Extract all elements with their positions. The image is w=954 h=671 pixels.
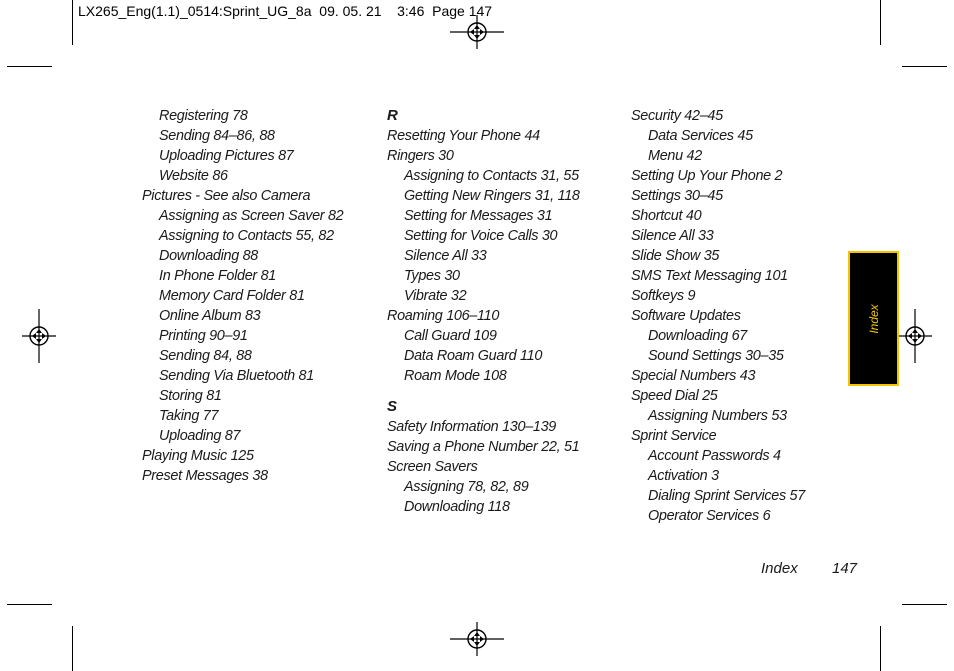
index-subentry: Downloading 67	[648, 328, 748, 344]
index-column-1	[142, 106, 343, 486]
section-tab	[848, 251, 899, 386]
index-subentry: Setting for Messages 31	[404, 208, 553, 224]
index-entry: Speed Dial 25	[631, 388, 718, 404]
index-subentry: Sending 84–86, 88	[159, 128, 275, 144]
index-subentry: Taking 77	[159, 408, 219, 424]
index-subentry: Dialing Sprint Services 57	[648, 488, 805, 504]
crop-mark	[902, 66, 947, 67]
index-subentry: Sound Settings 30–35	[648, 348, 784, 364]
index-subentry: Assigning to Contacts 55, 82	[159, 228, 334, 244]
index-entry: Preset Messages 38	[142, 468, 268, 484]
index-subentry: Activation 3	[648, 468, 719, 484]
index-subentry: Data Services 45	[648, 128, 753, 144]
index-entry: Saving a Phone Number 22, 51	[387, 439, 580, 455]
index-entry: Silence All 33	[631, 228, 714, 244]
index-subentry: Assigning 78, 82, 89	[404, 479, 529, 495]
registration-mark-icon	[450, 622, 504, 656]
registration-mark-icon	[22, 309, 56, 363]
crop-mark	[72, 626, 73, 671]
index-subentry: Memory Card Folder 81	[159, 288, 305, 304]
index-subentry: Online Album 83	[159, 308, 261, 324]
index-entry: Settings 30–45	[631, 188, 723, 204]
index-subentry: Sending Via Bluetooth 81	[159, 368, 314, 384]
index-subentry: Types 30	[404, 268, 460, 284]
index-subentry: Sending 84, 88	[159, 348, 252, 364]
index-subentry: Downloading 88	[159, 248, 259, 264]
index-letter-heading: R	[387, 107, 398, 124]
index-subentry: Account Passwords 4	[648, 448, 781, 464]
page-number: 147	[832, 560, 858, 577]
index-subentry: Assigning to Contacts 31, 55	[404, 168, 579, 184]
index-entry: Slide Show 35	[631, 248, 720, 264]
index-subentry: Getting New Ringers 31, 118	[404, 188, 580, 204]
index-entry: Safety Information 130–139	[387, 419, 557, 435]
index-entry: Security 42–45	[631, 108, 723, 124]
index-entry: Software Updates	[631, 308, 741, 324]
index-entry: Screen Savers	[387, 459, 478, 475]
index-subentry: Silence All 33	[404, 248, 487, 264]
footer-section-label: Index	[761, 560, 798, 577]
index-subentry: Data Roam Guard 110	[404, 348, 543, 364]
index-letter-heading: S	[387, 398, 397, 415]
index-entry: Roaming 106–110	[387, 308, 500, 324]
index-subentry: Roam Mode 108	[404, 368, 507, 384]
crop-mark	[880, 626, 881, 671]
registration-mark-icon	[450, 15, 504, 49]
index-entry: Pictures - See also Camera	[142, 188, 311, 204]
index-subentry: Registering 78	[159, 108, 248, 124]
index-column-3	[631, 106, 805, 526]
index-entry: Shortcut 40	[631, 208, 702, 224]
index-subentry: Menu 42	[648, 148, 702, 164]
index-subentry: Call Guard 109	[404, 328, 497, 344]
index-subentry: Printing 90–91	[159, 328, 248, 344]
index-entry: Setting Up Your Phone 2	[631, 168, 783, 184]
index-subentry: Setting for Voice Calls 30	[404, 228, 558, 244]
index-entry: Softkeys 9	[631, 288, 696, 304]
section-tab-label: Index	[866, 303, 881, 334]
index-subentry: Storing 81	[159, 388, 222, 404]
registration-mark-icon	[898, 309, 932, 363]
index-subentry: Uploading 87	[159, 428, 241, 444]
index-entry: Special Numbers 43	[631, 368, 756, 384]
crop-mark	[880, 0, 881, 45]
print-slug: LX265_Eng(1.1)_0514:Sprint_UG_8a 09. 05. 21 3:46 Page 147	[78, 3, 493, 19]
index-entry: Ringers 30	[387, 148, 454, 164]
index-entry: Sprint Service	[631, 428, 717, 444]
crop-mark	[902, 604, 947, 605]
index-subentry: Downloading 118	[404, 499, 510, 515]
index-subentry: Uploading Pictures 87	[159, 148, 294, 164]
index-subentry: Assigning Numbers 53	[648, 408, 787, 424]
index-column-2	[387, 106, 580, 517]
index-entry: Resetting Your Phone 44	[387, 128, 540, 144]
index-spacer	[387, 386, 580, 397]
index-subentry: Operator Services 6	[648, 508, 771, 524]
index-subentry: In Phone Folder 81	[159, 268, 277, 284]
crop-mark	[7, 66, 52, 67]
index-subentry: Vibrate 32	[404, 288, 467, 304]
index-subentry: Assigning as Screen Saver 82	[159, 208, 344, 224]
crop-mark	[7, 604, 52, 605]
index-entry: SMS Text Messaging 101	[631, 268, 788, 284]
index-entry: Playing Music 125	[142, 448, 254, 464]
index-subentry: Website 86	[159, 168, 228, 184]
crop-mark	[72, 0, 73, 45]
